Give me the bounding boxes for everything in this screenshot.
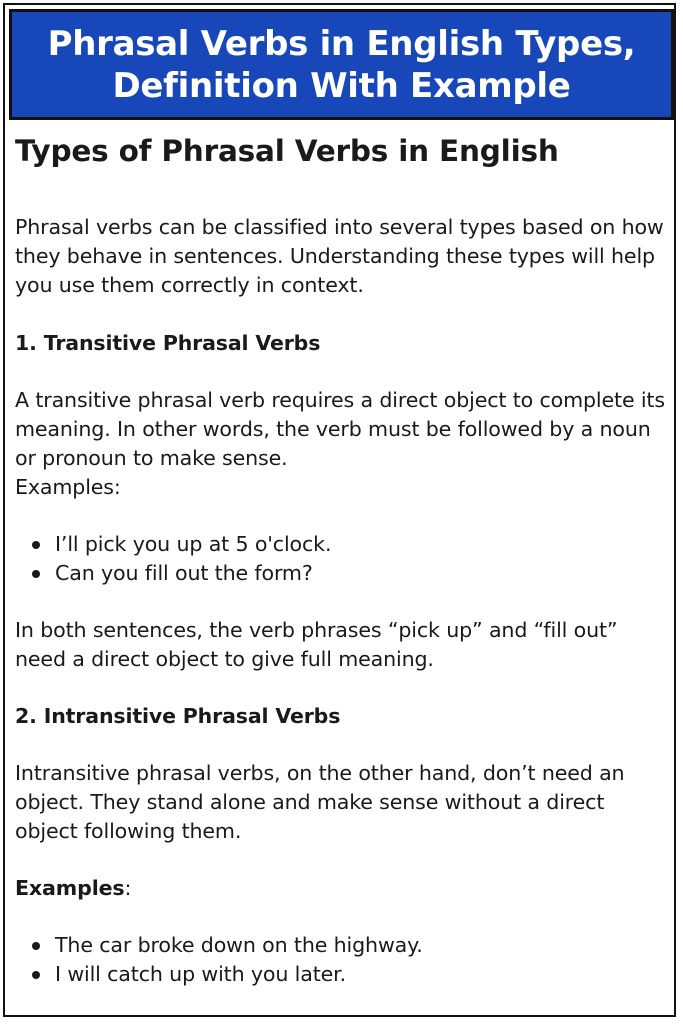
- examples-colon: :: [124, 876, 132, 900]
- transitive-examples-label: Examples:: [15, 475, 121, 499]
- transitive-note: In both sentences, the verb phrases “pick up” and “fill out” need a direct object to give full meaning.: [15, 618, 618, 671]
- banner-title: [48, 23, 636, 107]
- title-banner: [9, 9, 674, 120]
- transitive-definition-block: [15, 386, 670, 502]
- intro-paragraph: Phrasal verbs can be classified into several types based on how they behave in sentences. Understanding these types will help you use them correctly in context.: [15, 215, 664, 297]
- list-item: I will catch up with you later.: [15, 960, 670, 989]
- list-item: I’ll pick you up at 5 o'clock.: [15, 530, 670, 559]
- banner-title-line-1: Phrasal Verbs in English Types,: [47, 23, 636, 64]
- transitive-heading: 1. Transitive Phrasal Verbs: [15, 331, 321, 355]
- transitive-definition: A transitive phrasal verb requires a direct object to complete its meaning. In other words, the verb must be followed by a noun or pronoun to make sense.: [15, 388, 665, 470]
- intransitive-examples-label-line: [15, 874, 670, 903]
- intransitive-examples-list: [15, 931, 670, 989]
- intransitive-heading: 2. Intransitive Phrasal Verbs: [15, 704, 341, 728]
- article-content: [15, 131, 670, 989]
- banner-title-line-2: Definition With Example: [112, 65, 571, 106]
- intransitive-examples-label: Examples: [15, 876, 125, 900]
- intransitive-definition: Intransitive phrasal verbs, on the other hand, don’t need an object. They stand alone and make sense without a direct object following them.: [15, 761, 625, 843]
- list-item: The car broke down on the highway.: [15, 931, 670, 960]
- transitive-examples-list: [15, 530, 670, 588]
- list-item: Can you fill out the form?: [15, 559, 670, 588]
- section-heading: Types of Phrasal Verbs in English: [15, 134, 559, 168]
